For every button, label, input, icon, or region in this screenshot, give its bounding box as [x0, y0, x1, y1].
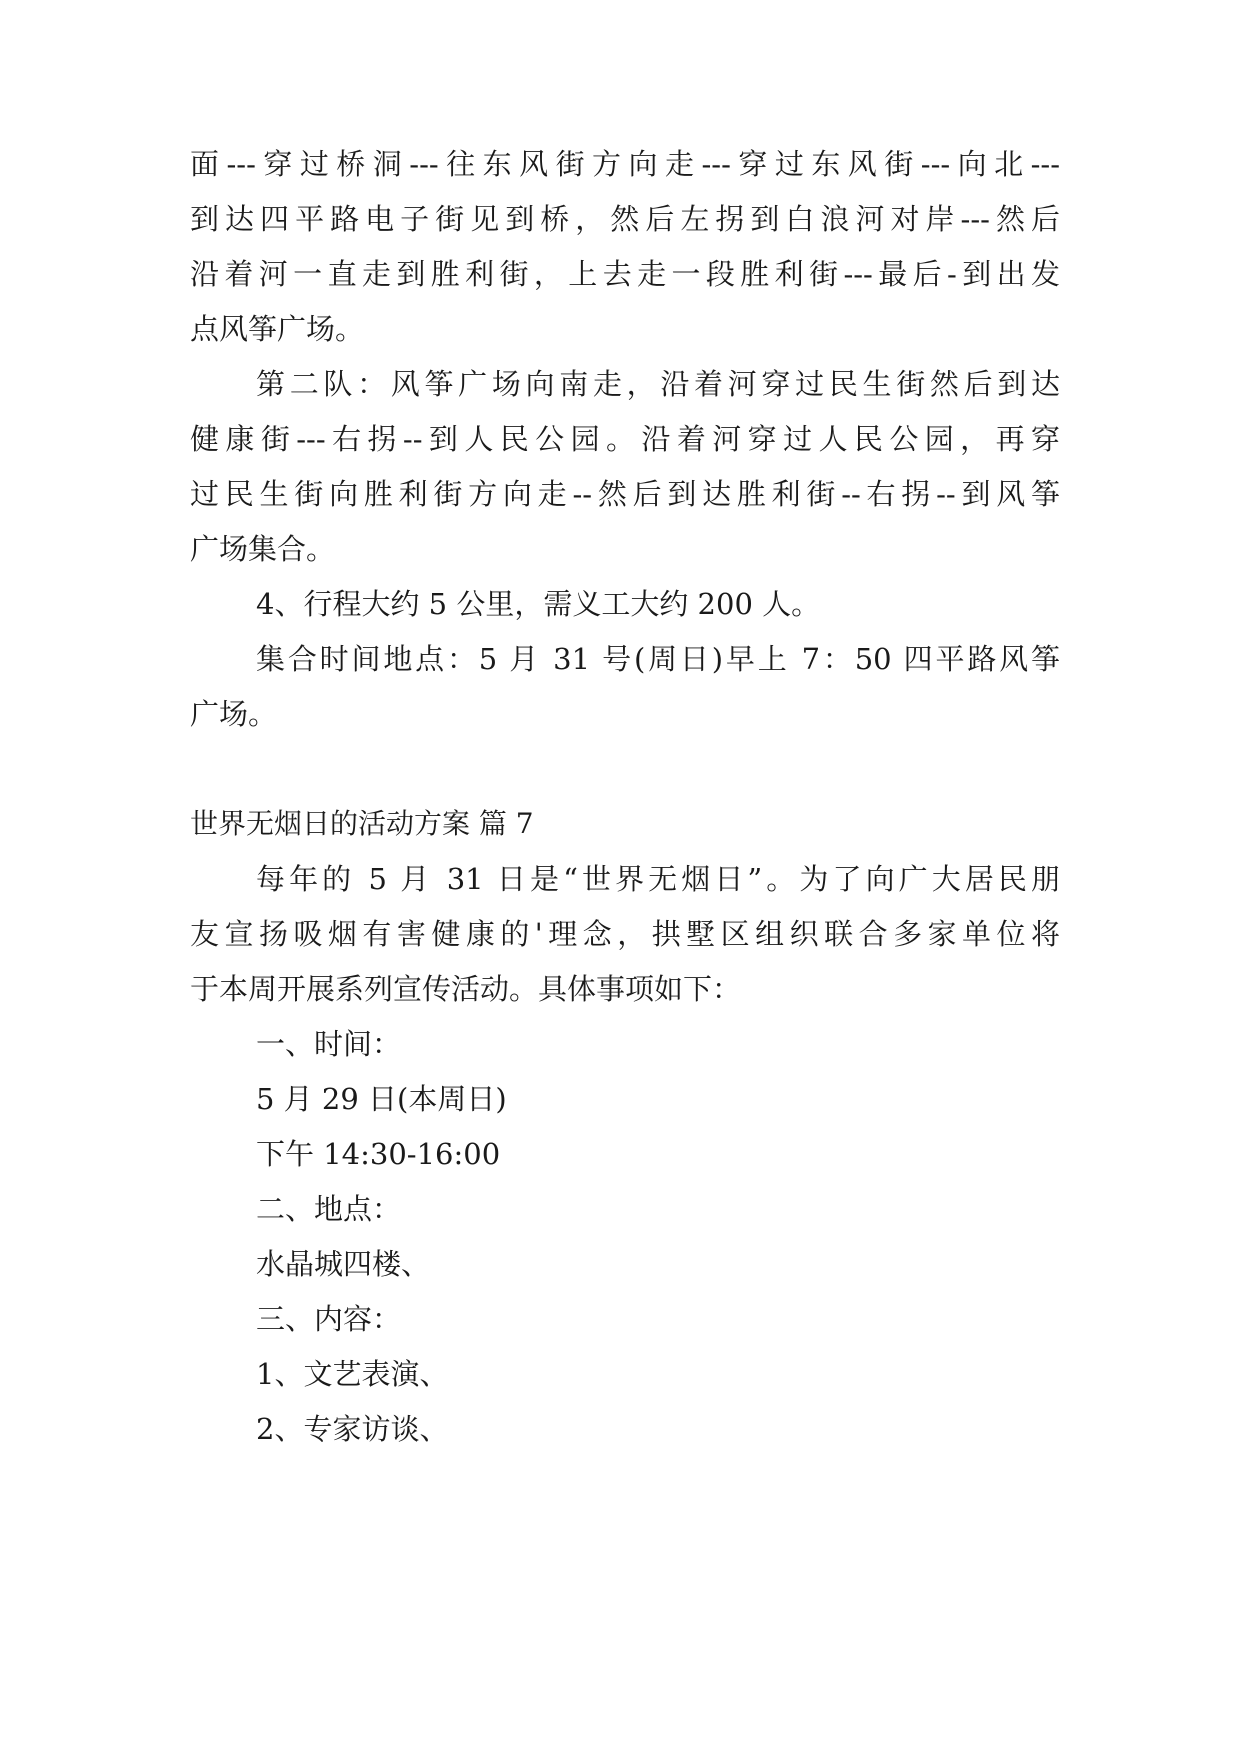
paragraph-line: 每年的 5 月 31 日是“世界无烟日”。为了向广大居民朋 — [256, 862, 1060, 896]
paragraph-line: 友宣扬吸烟有害健康的'理念，拱墅区组织联合多家单位将 — [190, 917, 1060, 951]
paragraph-line: 第二队：风筝广场向南走，沿着河穿过民生街然后到达 — [256, 367, 1060, 401]
event-place: 水晶城四楼、 — [256, 1247, 431, 1281]
event-date: 5 月 29 日(本周日) — [256, 1082, 507, 1116]
content-item: 1、文艺表演、 — [256, 1357, 449, 1391]
content-label: 三、内容： — [256, 1302, 402, 1336]
paragraph-line: 广场。 — [190, 697, 278, 731]
paragraph-line: 广场集合。 — [190, 532, 336, 566]
place-label: 二、地点： — [256, 1192, 402, 1226]
paragraph-line: 4、行程大约 5 公里，需义工大约 200 人。 — [256, 587, 821, 621]
paragraph-line: 点风筝广场。 — [190, 312, 365, 346]
paragraph-line: 过民生街向胜利街方向走--然后到达胜利街--右拐--到风筝 — [190, 477, 1060, 511]
paragraph-line: 沿着河一直走到胜利街，上去走一段胜利街---最后-到出发 — [190, 257, 1060, 291]
time-label: 一、时间： — [256, 1027, 402, 1061]
paragraph-line: 到达四平路电子街见到桥，然后左拐到白浪河对岸---然后 — [190, 202, 1060, 236]
paragraph-line: 面---穿过桥洞---往东风街方向走---穿过东风街---向北--- — [190, 147, 1060, 181]
paragraph-line: 集合时间地点：5 月 31 号(周日)早上 7：50 四平路风筝 — [256, 642, 1060, 676]
event-time: 下午 14:30-16:00 — [256, 1137, 501, 1171]
paragraph-line: 健康街---右拐--到人民公园。沿着河穿过人民公园，再穿 — [190, 422, 1060, 456]
paragraph-line: 于本周开展系列宣传活动。具体事项如下： — [190, 972, 742, 1006]
section-heading: 世界无烟日的活动方案 篇 7 — [190, 807, 534, 840]
content-item: 2、专家访谈、 — [256, 1412, 449, 1446]
